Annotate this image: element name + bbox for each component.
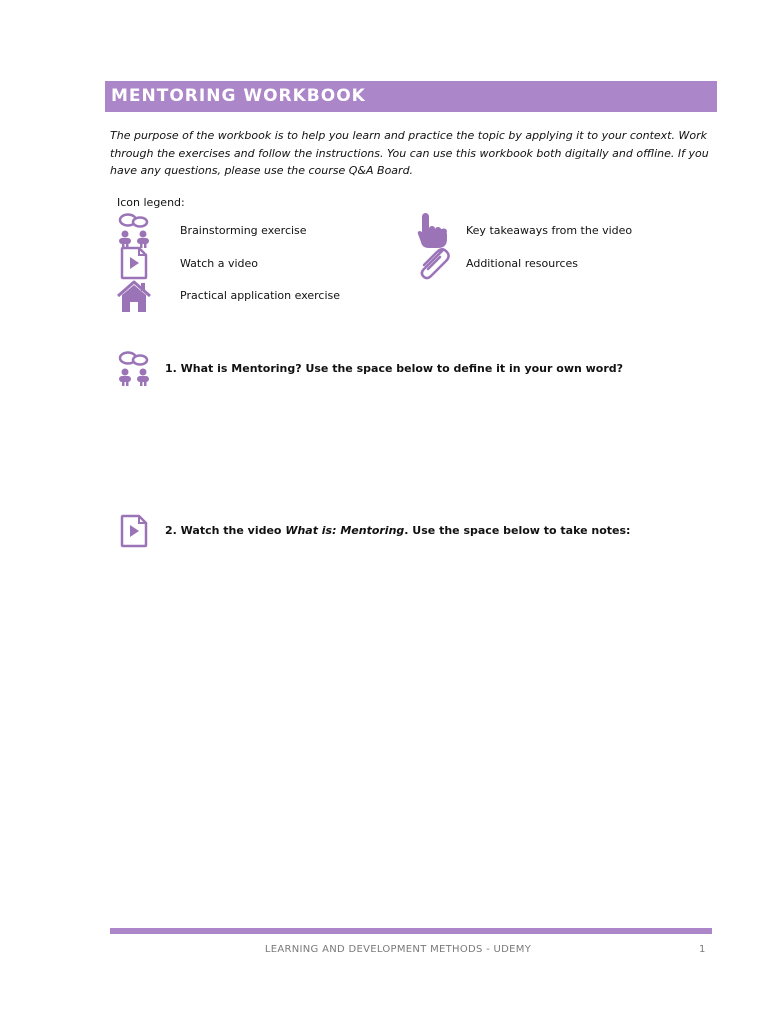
house-icon (116, 280, 152, 314)
title-bar (105, 81, 717, 112)
intro-paragraph: The purpose of the workbook is to help you learn and practice the topic by applying it to your context. Work through the exercises and follow the instructions. You can use this workbook both digitally and offline. If you have any questions, please use the course Q&A Board. (110, 129, 709, 177)
legend-label-takeaways: Key takeaways from the video (466, 224, 633, 237)
video-title: What is: Mentoring (285, 524, 405, 537)
legend-label-brainstorming: Brainstorming exercise (180, 224, 307, 237)
page-title: MENTORING WORKBOOK (111, 86, 366, 106)
question-2 (165, 524, 630, 537)
question-1: 1. What is Mentoring? Use the space below to define it in your own word? (165, 362, 624, 375)
legend-label-practical: Practical application exercise (180, 289, 341, 302)
legend-label-video: Watch a video (180, 257, 259, 270)
question-2-suffix: . Use the space below to take notes: (404, 524, 631, 537)
footer-text: LEARNING AND DEVELOPMENT METHODS - UDEMY (264, 944, 532, 955)
paperclip-icon (415, 246, 451, 280)
footer-rule (110, 928, 712, 934)
brainstorm-icon (116, 351, 152, 387)
video-icon (119, 514, 149, 548)
pointing-hand-icon (416, 212, 448, 250)
question-2-prefix: 2. Watch the video (165, 524, 286, 537)
legend-label-resources: Additional resources (466, 257, 579, 270)
legend-heading: Icon legend: (117, 196, 185, 209)
page-number: 1 (699, 944, 706, 955)
video-icon (119, 246, 149, 280)
brainstorm-icon (116, 213, 152, 249)
